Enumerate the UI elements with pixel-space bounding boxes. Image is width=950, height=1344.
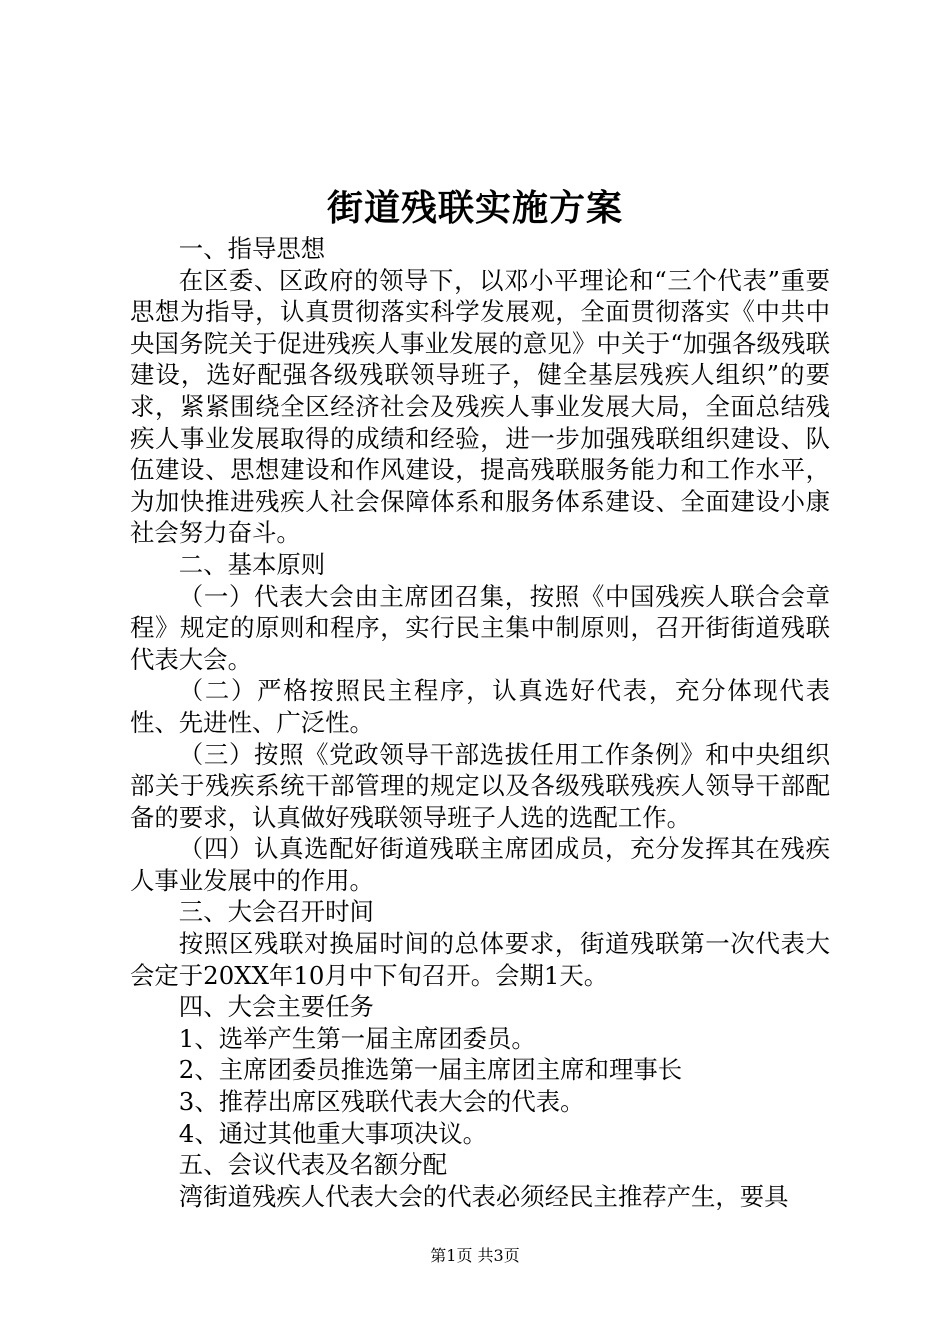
page-footer: 第1页 共3页 xyxy=(430,1246,520,1265)
section-heading: 二、基本原则 xyxy=(178,549,326,579)
section-heading: 五、会议代表及名额分配 xyxy=(178,1150,448,1180)
list-item: 4、通过其他重大事项决议。 xyxy=(178,1118,488,1148)
paragraph: 湾街道残疾人代表大会的代表必须经民主推荐产生，要具 xyxy=(178,1181,789,1211)
paragraph: （四）认真选配好街道残联主席团成员，充分发挥其在残疾人事业发展中的作用。 xyxy=(130,834,830,895)
section-heading: 四、大会主要任务 xyxy=(178,992,374,1022)
paragraph: （三）按照《党政领导干部选拔任用工作条例》和中央组织部关于残疾系统干部管理的规定以及各级残联残疾人领导干部配备的要求，认真做好残联领导班子人选的选配工作。 xyxy=(130,739,830,832)
paragraph: （二）严格按照民主程序，认真选好代表，充分体现代表性、先进性、广泛性。 xyxy=(130,676,830,737)
section-heading: 三、大会召开时间 xyxy=(178,897,374,927)
list-item: 3、推荐出席区残联代表大会的代表。 xyxy=(178,1087,585,1117)
paragraph: 按照区残联对换届时间的总体要求，街道残联第一次代表大会定于20XX年10月中下旬召开。会期1天。 xyxy=(130,929,830,990)
paragraph: 在区委、区政府的领导下，以邓小平理论和“三个代表”重要思想为指导，认真贯彻落实科学发展观，全面贯彻落实《中共中央国务院关于促进残疾人事业发展的意见》中关于“加强各级残联建设，选好配强各级残联领导班子，健全基层残疾人组织”的要求，紧紧围绕全区经济社会及残疾人事业发展大局，全面总结残疾人事业发展取得的成绩和经验，进一步加强残联组织建设、队伍建设、思想建设和作风建设，提高残联服务能力和工作水平，为加快推进残疾人社会保障体系和服务体系建设、全面建设小康社会努力奋斗。 xyxy=(130,265,830,548)
document-title: 街道残联实施方案 xyxy=(326,187,623,229)
document-body xyxy=(130,233,830,1212)
list-item: 2、主席团委员推选第一届主席团主席和理事长 xyxy=(178,1055,683,1085)
list-item: 1、选举产生第一届主席团委员。 xyxy=(178,1023,536,1053)
section-heading: 一、指导思想 xyxy=(178,234,326,263)
paragraph: （一）代表大会由主席团召集，按照《中国残疾人联合会章程》规定的原则和程序，实行民主集中制原则，召开街街道残联代表大会。 xyxy=(130,581,830,674)
